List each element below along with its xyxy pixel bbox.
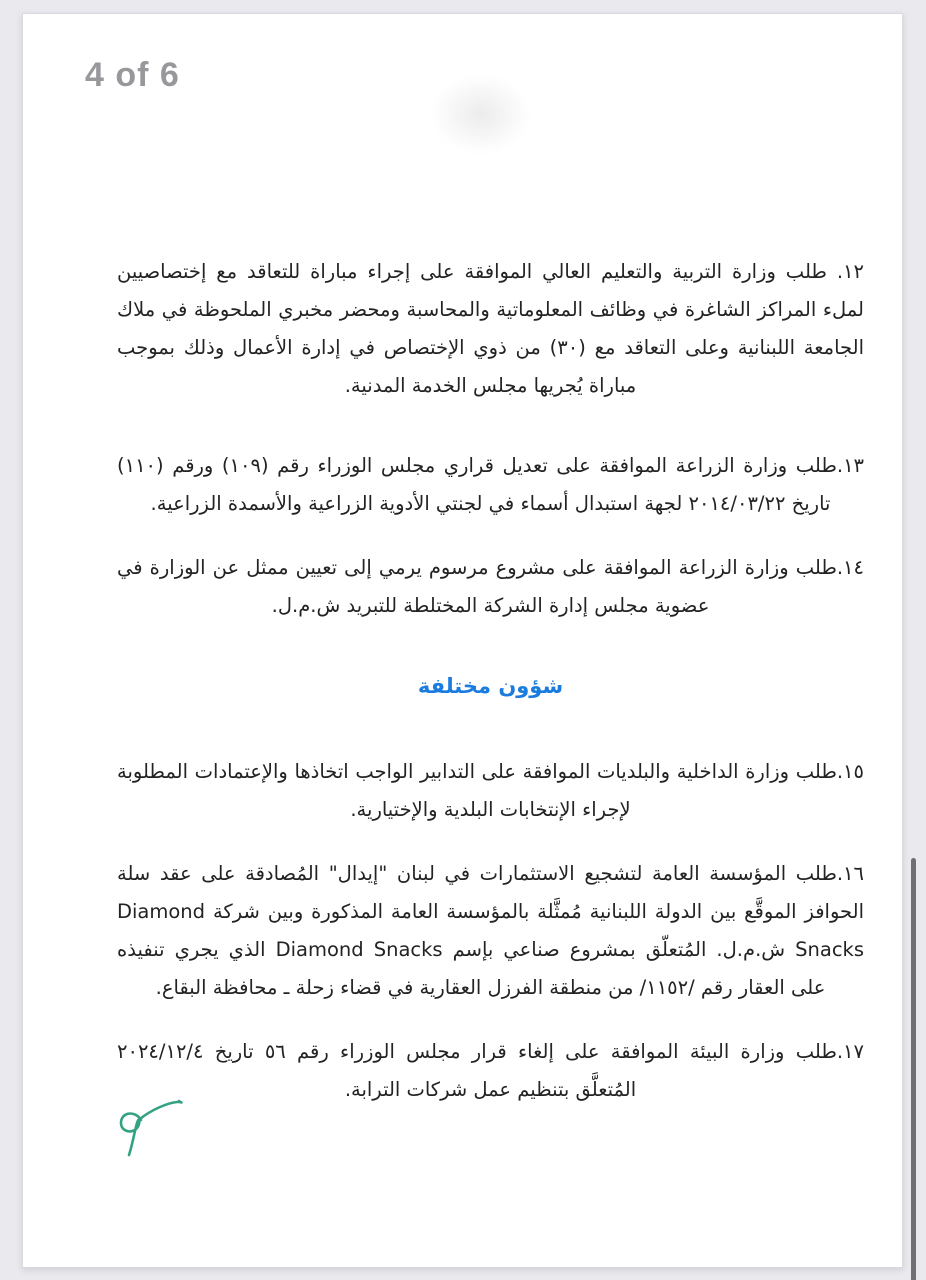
clause-item-12: ١٢. طلب وزارة التربية والتعليم العالي الموافقة على إجراء مباراة للتعاقد مع إختصاصيين لملء المراكز الشاغرة في وظائف المعلوماتية والمحاسبة ومحضر مخبري الملحوظة في ملاك الجامعة اللبنانية وعلى التعاقد مع (٣٠) من ذوي الإختصاص في إدارة الأعمال وذلك بموجب مباراة يُجريها مجلس الخدمة المدنية. bbox=[117, 260, 864, 397]
clause-item-14: ١٤.طلب وزارة الزراعة الموافقة على مشروع مرسوم يرمي إلى تعيين ممثل عن الوزارة في عضوية مجلس إدارة الشركة المختلطة للتبريد ش.م.ل. bbox=[117, 556, 864, 617]
pen-mark-annotation bbox=[109, 1094, 199, 1166]
scanned-page bbox=[22, 13, 903, 1268]
clause-item-15: ١٥.طلب وزارة الداخلية والبلديات الموافقة على التدابير الواجب اتخاذها والإعتمادات المطلوبة لإجراء الإنتخابات البلدية والإختيارية. bbox=[117, 760, 864, 821]
scan-smudge bbox=[431, 74, 531, 154]
clause-item-17: ١٧.طلب وزارة البيئة الموافقة على إلغاء قرار مجلس الوزراء رقم ٥٦ تاريخ ٢٠٢٤/١٢/٤ المُتعلَّق بتنظيم عمل شركات الترابة. bbox=[117, 1040, 864, 1101]
section-heading: شؤون مختلفة bbox=[417, 674, 564, 698]
vertical-scrollbar-thumb[interactable] bbox=[911, 858, 916, 1280]
clause-item-13: ١٣.طلب وزارة الزراعة الموافقة على تعديل قراري مجلس الوزراء رقم (١٠٩) ورقم (١١٠) تاريخ ٢٠١٤/٠٣/٢٢ لجهة استبدال أسماء في لجنتي الأدوية الزراعية والأسمدة الزراعية. bbox=[117, 454, 865, 515]
document-body bbox=[117, 253, 864, 1151]
page-indicator: 4 of 6 bbox=[85, 56, 180, 94]
clause-item-16: ١٦.طلب المؤسسة العامة لتشجيع الاستثمارات في لبنان "إيدال" المُصادقة على عقد سلة الحوافز الموقَّع بين الدولة اللبنانية مُمثَّلة بالمؤسسة العامة المذكورة وبين شركة Diamond Snacks ش.م.ل. المُتعلّق بمشروع صناعي بإسم Diamond Snacks الذي يجري تنفيذه على العقار رقم /١١٥٢/ من منطقة الفرزل العقارية في قضاء زحلة ـ محافظة البقاع. bbox=[117, 862, 864, 999]
